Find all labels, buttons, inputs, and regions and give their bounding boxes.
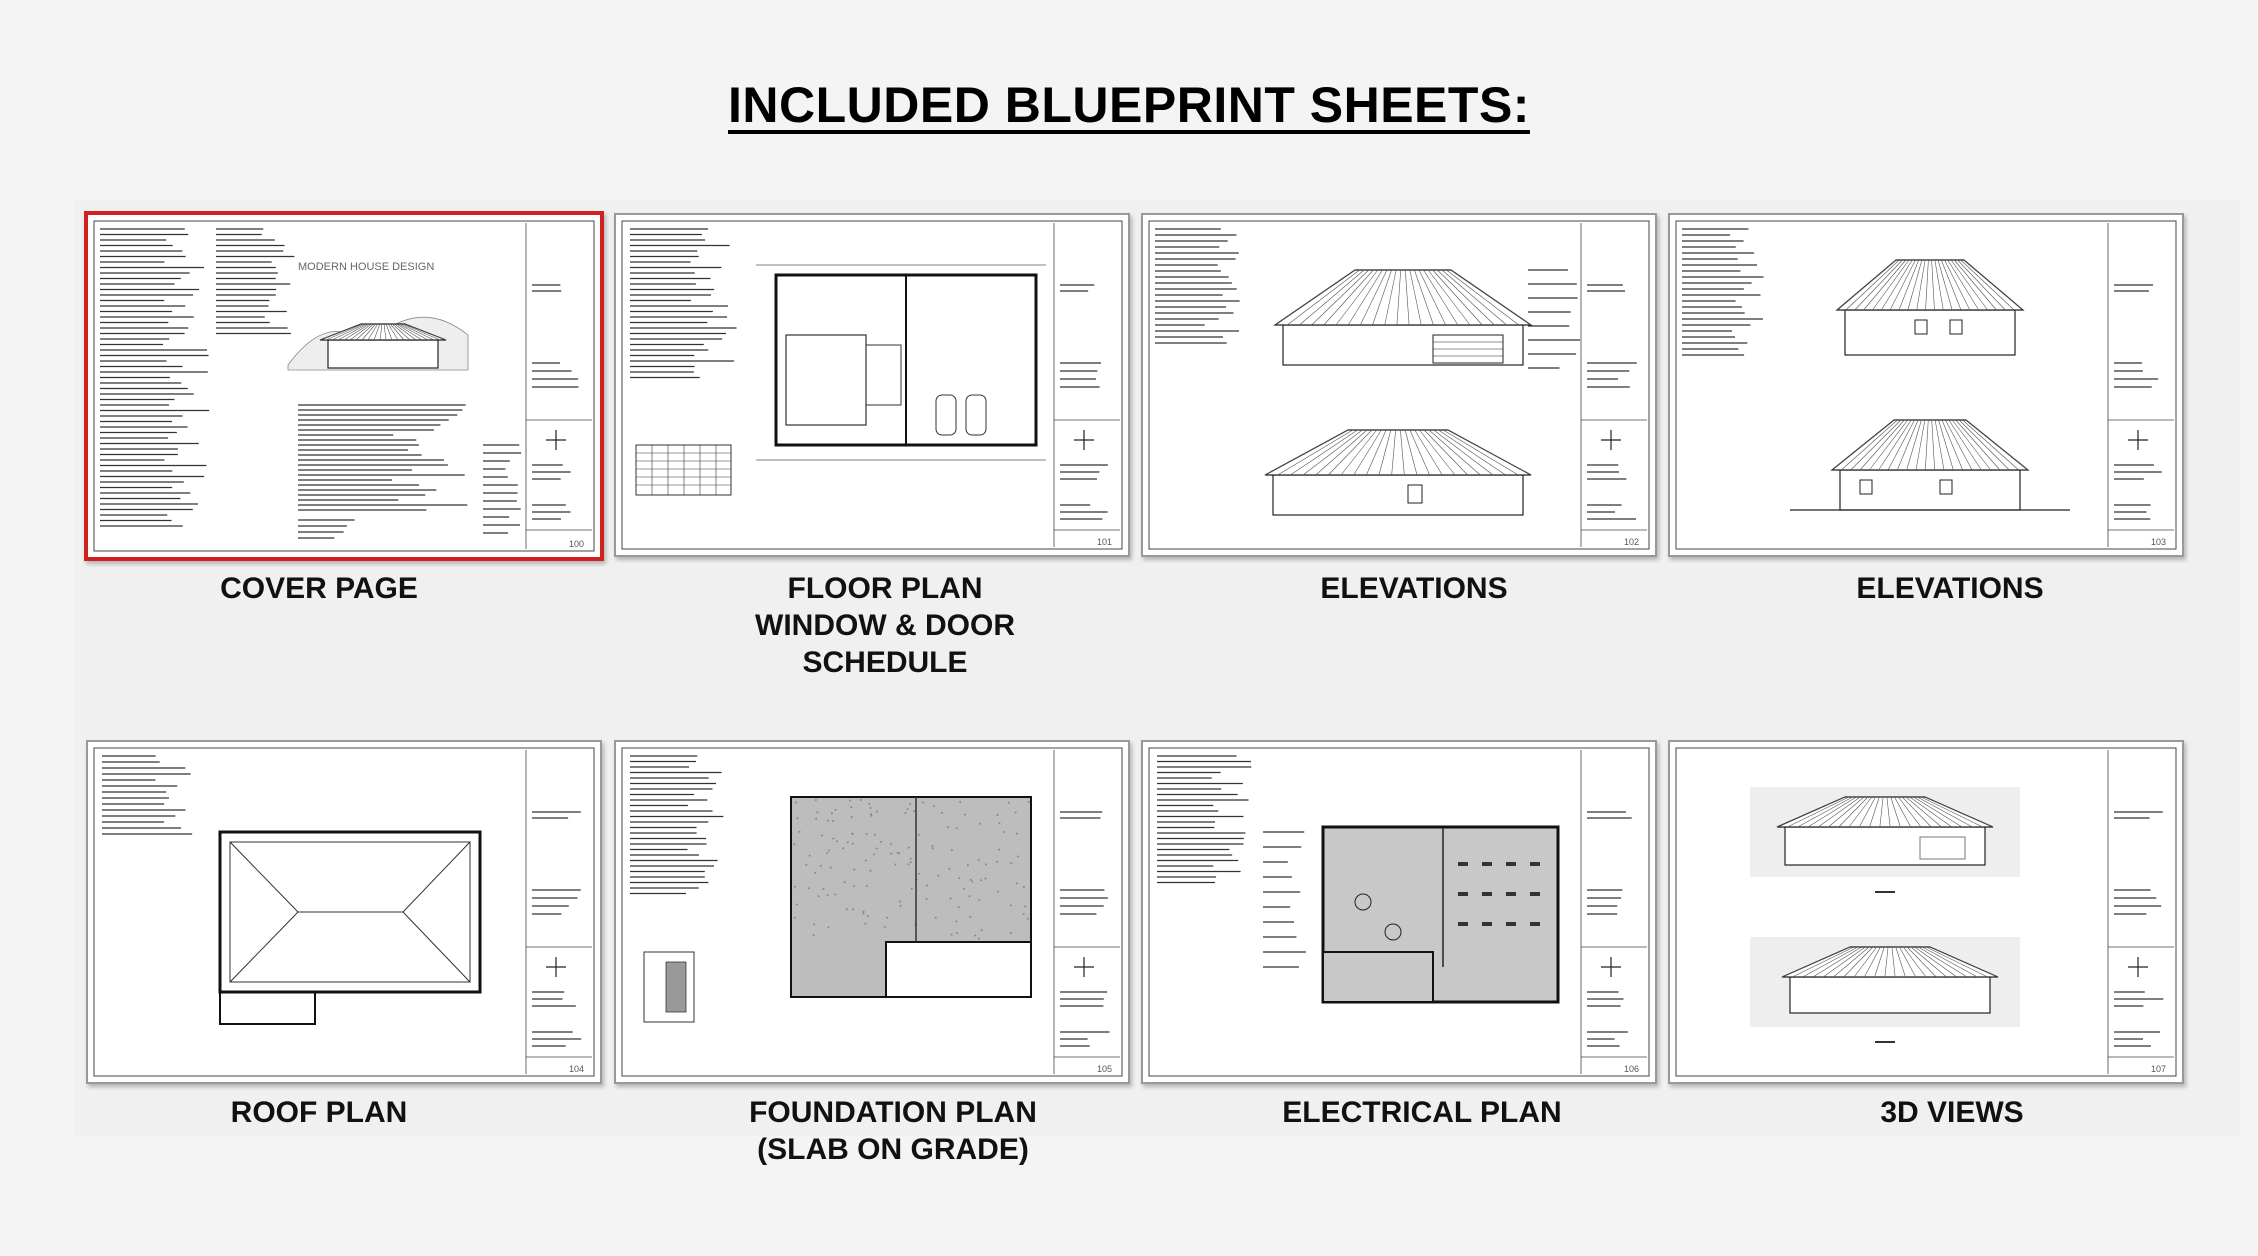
sheet-caption <box>69 570 569 607</box>
sheet-caption <box>1702 1094 2202 1131</box>
sheet-number: 102 <box>1623 537 1639 547</box>
sheet-caption-line: COVER PAGE <box>220 572 418 605</box>
sheet-elevations-1[interactable] <box>1141 213 1657 557</box>
sheet-number: 103 <box>2150 537 2166 547</box>
sheet-caption-line: ELECTRICAL PLAN <box>1282 1096 1562 1129</box>
sheet-number: 104 <box>568 1064 584 1074</box>
sheet-caption <box>635 570 1135 681</box>
sheet-drawing <box>616 215 1128 555</box>
sheet-drawing <box>1143 215 1655 555</box>
sheet-drawing <box>88 742 600 1082</box>
sheet-caption-line: FOUNDATION PLAN <box>749 1096 1037 1129</box>
sheet-caption <box>69 1094 569 1131</box>
sheet-drawing <box>1670 215 2182 555</box>
sheet-elevations-2[interactable] <box>1668 213 2184 557</box>
sheet-drawing <box>1670 742 2182 1082</box>
sheet-caption-line: ROOF PLAN <box>230 1096 408 1129</box>
sheet-caption-line: FLOOR PLAN <box>787 572 983 605</box>
sheet-roof-plan[interactable] <box>86 740 602 1084</box>
sheet-number: 106 <box>1623 1064 1639 1074</box>
sheet-caption-line: 3D VIEWS <box>1880 1096 2024 1129</box>
sheet-electrical-plan[interactable] <box>1141 740 1657 1084</box>
sheet-caption <box>1700 570 2200 607</box>
sheet-drawing <box>88 215 600 557</box>
cover-design-title: MODERN HOUSE DESIGN <box>298 261 435 273</box>
sheet-caption-line: ELEVATIONS <box>1320 572 1508 605</box>
sheet-number: 100 <box>568 539 584 549</box>
sheet-caption-line: WINDOW & DOOR <box>755 609 1015 642</box>
sheet-caption-line: ELEVATIONS <box>1856 572 2044 605</box>
sheet-drawing <box>616 742 1128 1082</box>
sheet-floor-plan[interactable] <box>614 213 1130 557</box>
sheet-drawing <box>1143 742 1655 1082</box>
sheet-number: 105 <box>1096 1064 1112 1074</box>
page-title: INCLUDED BLUEPRINT SHEETS: <box>728 77 1530 133</box>
sheet-cover-page[interactable] <box>84 211 604 561</box>
sheet-caption-line: SCHEDULE <box>802 646 968 679</box>
sheet-3d-views[interactable] <box>1668 740 2184 1084</box>
sheet-foundation-plan[interactable] <box>614 740 1130 1084</box>
sheet-caption <box>643 1094 1143 1168</box>
sheet-number: 107 <box>2150 1064 2166 1074</box>
sheet-caption-line: (SLAB ON GRADE) <box>757 1133 1029 1166</box>
sheet-caption <box>1164 570 1664 607</box>
sheet-caption <box>1172 1094 1672 1131</box>
sheet-number: 101 <box>1096 537 1112 547</box>
